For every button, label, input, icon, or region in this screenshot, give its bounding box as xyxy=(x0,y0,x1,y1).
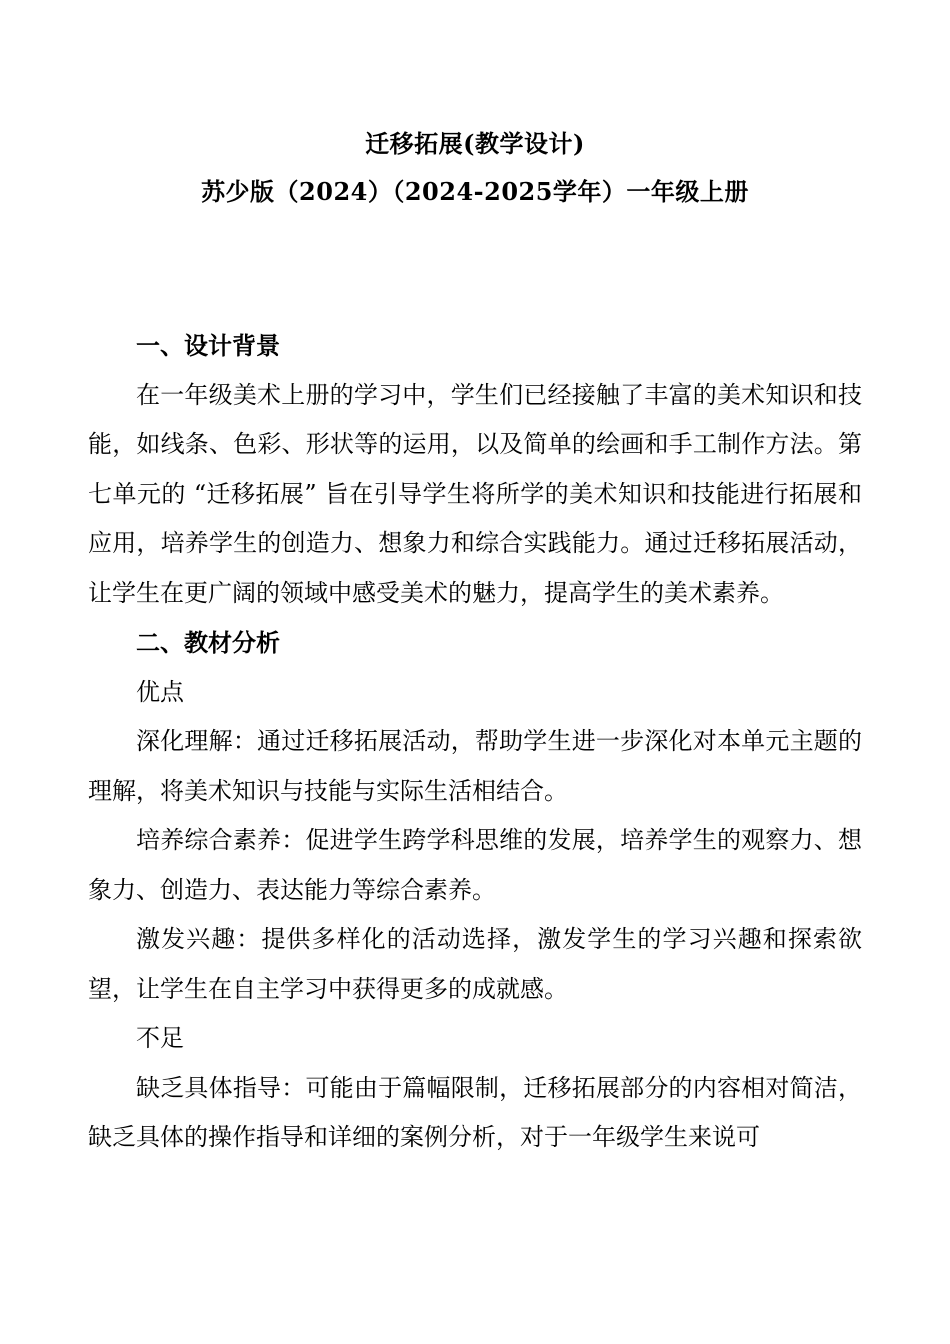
page-subtitle: 苏少版（2024）（2024-2025学年）一年级上册 xyxy=(201,177,749,206)
strengths-label: 优点 xyxy=(136,677,184,706)
page-title: 迁移拓展(教学设计) xyxy=(365,129,585,158)
paragraph-strength-3: 激发兴趣：提供多样化的活动选择，激发学生的学习兴趣和探索欲望，让学生在自主学习中获得更多的成就感。 xyxy=(88,925,862,1003)
weaknesses-label: 不足 xyxy=(136,1024,184,1052)
section-heading-background: 一、设计背景 xyxy=(136,331,280,360)
section-heading-analysis: 二、教材分析 xyxy=(136,628,280,657)
document-body xyxy=(88,321,862,1163)
paragraph-strength-2: 培养综合素养：促进学生跨学科思维的发展，培养学生的观察力、想象力、创造力、表达能力等综合素养。 xyxy=(88,826,862,904)
paragraph-strength-1: 深化理解：通过迁移拓展活动，帮助学生进一步深化对本单元主题的理解，将美术知识与技能与实际生活相结合。 xyxy=(88,727,862,805)
paragraph-weakness-1: 缺乏具体指导：可能由于篇幅限制，迁移拓展部分的内容相对简洁，缺乏具体的操作指导和详细的案例分析，对于一年级学生来说可 xyxy=(88,1073,862,1151)
paragraph-background: 在一年级美术上册的学习中，学生们已经接触了丰富的美术知识和技能，如线条、色彩、形状等的运用，以及简单的绘画和手工制作方法。第七单元的 “迁移拓展” 旨在引导学生将所学的美术知识和技能进行拓展和应用，培养学生的创造力、想象力和综合实践能力。通过迁移拓展活动，让学生在更广阔的领域中感受美术的魅力，提高学生的美术素养。 xyxy=(88,380,862,607)
